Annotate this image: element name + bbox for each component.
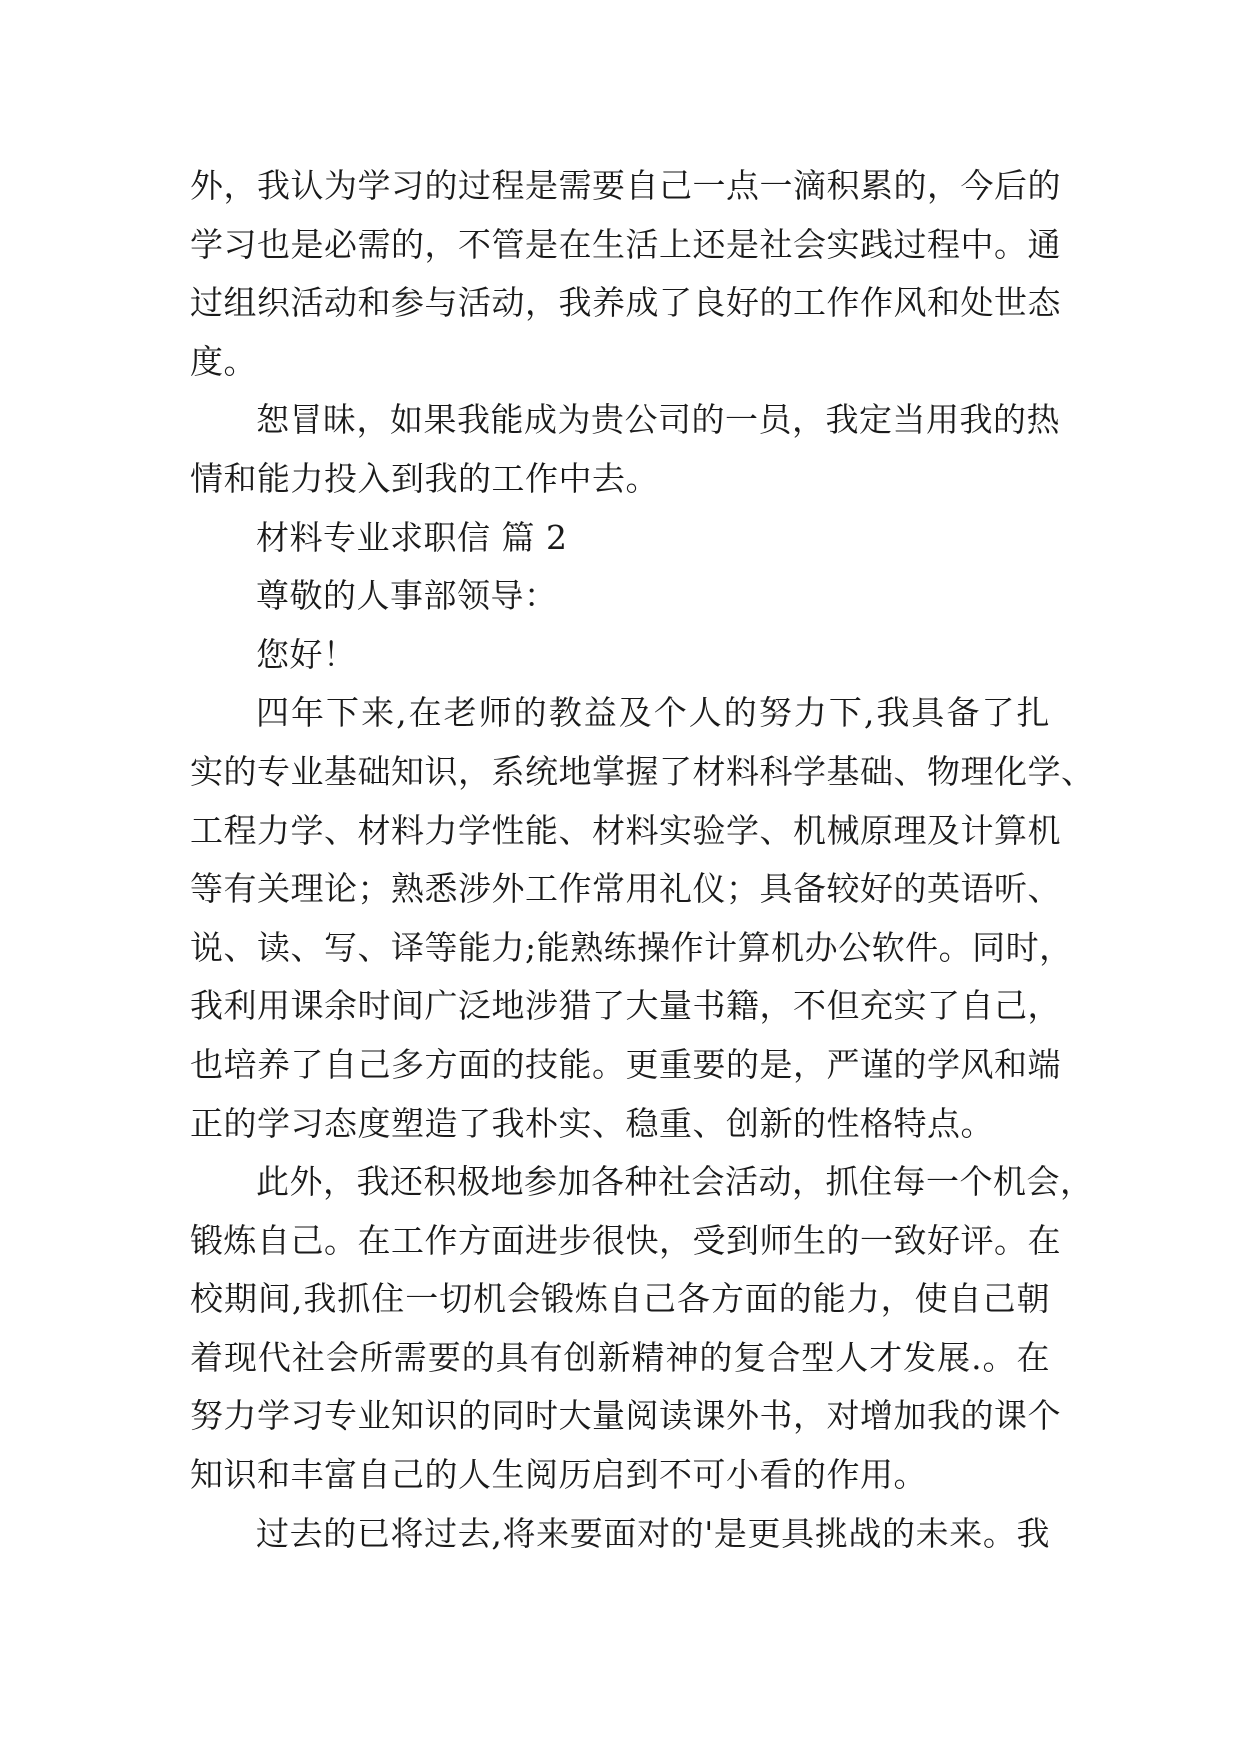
text-line: 过去的已将过去,将来要面对的'是更具挑战的未来。我 — [256, 1513, 1050, 1553]
text-line: 度。 — [190, 341, 257, 381]
text-line: 也培养了自己多方面的技能。更重要的是，严谨的学风和端 — [190, 1044, 1061, 1084]
text-line: 说、读、写、译等能力;能熟练操作计算机办公软件。同时， — [190, 927, 1073, 967]
text-line: 工程力学、材料力学性能、材料实验学、机械原理及计算机 — [190, 810, 1061, 850]
text-line: 此外，我还积极地参加各种社会活动，抓住每一个机会， — [256, 1162, 1094, 1202]
text-line: 努力学习专业知识的同时大量阅读课外书，对增加我的课个 — [190, 1396, 1061, 1436]
text-line: 您好！ — [256, 634, 357, 674]
text-line: 尊敬的人事部领导： — [256, 576, 558, 616]
text-line: 学习也是必需的，不管是在生活上还是社会实践过程中。通 — [190, 224, 1061, 264]
text-line: 材料专业求职信 篇 2 — [256, 517, 568, 557]
text-line: 外，我认为学习的过程是需要自己一点一滴积累的，今后的 — [190, 166, 1061, 205]
text-line: 情和能力投入到我的工作中去。 — [190, 458, 659, 498]
text-line: 知识和丰富自己的人生阅历启到不可小看的作用。 — [190, 1455, 927, 1495]
text-line: 恕冒昧，如果我能成为贵公司的一员，我定当用我的热 — [256, 400, 1060, 440]
text-line: 正的学习态度塑造了我朴实、稳重、创新的性格特点。 — [190, 1103, 994, 1143]
text-line: 校期间,我抓住一切机会锻炼自己各方面的能力，使自己朝 — [190, 1279, 1050, 1319]
text-line: 四年下来,在老师的教益及个人的努力下,我具备了扎 — [256, 693, 1050, 733]
text-line: 实的专业基础知识，系统地掌握了材料科学基础、物理化学、 — [190, 751, 1095, 791]
text-line: 过组织活动和参与活动，我养成了良好的工作作风和处世态 — [190, 283, 1061, 323]
text-line: 着现代社会所需要的具有创新精神的复合型人才发展.。在 — [190, 1337, 1050, 1377]
text-line: 我利用课余时间广泛地涉猎了大量书籍，不但充实了自己， — [190, 986, 1061, 1026]
text-line: 等有关理论；熟悉涉外工作常用礼仪；具备较好的英语听、 — [190, 869, 1061, 909]
document-body — [190, 157, 1095, 1563]
text-line: 锻炼自己。在工作方面进步很快，受到师生的一致好评。在 — [190, 1220, 1061, 1260]
